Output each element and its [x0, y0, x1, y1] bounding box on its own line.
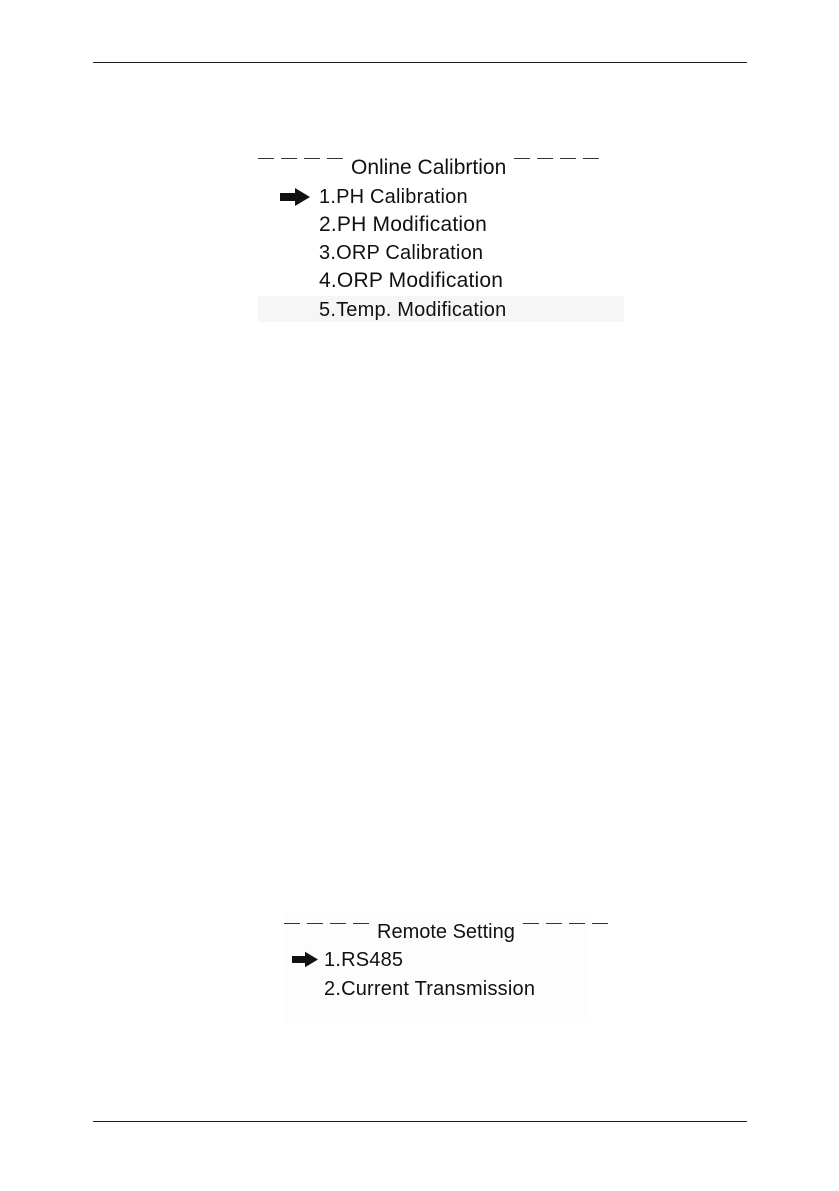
title-dash: [514, 158, 530, 159]
title-dash: [258, 158, 274, 159]
remote-menu-title: Remote Setting: [377, 921, 515, 943]
title-dash: [569, 923, 585, 924]
menu-item-ph-modification[interactable]: 2.PH Modification: [319, 213, 487, 236]
remote-setting-menu: [284, 914, 590, 1022]
footer-rule: [93, 1121, 747, 1122]
arrow-right-icon: [280, 188, 310, 206]
menu-title: [258, 157, 599, 178]
title-dash: [560, 158, 576, 159]
calibration-menu-title: Online Calibrtion: [351, 156, 507, 179]
title-dash: [523, 923, 539, 924]
title-dash: [592, 923, 608, 924]
menu-item-current-transmission[interactable]: 2.Current Transmission: [324, 978, 536, 1000]
title-dash: [546, 923, 562, 924]
menu-item-rs485[interactable]: 1.RS485: [324, 949, 404, 971]
title-dash: [307, 923, 323, 924]
menu-item-orp-modification[interactable]: 4.ORP Modification: [319, 269, 504, 292]
title-dash: [330, 923, 346, 924]
header-rule: [93, 62, 747, 63]
title-dash: [353, 923, 369, 924]
title-dash: [583, 158, 599, 159]
menu-item-temp-modification[interactable]: 5.Temp. Modification: [258, 296, 624, 322]
title-dash: [327, 158, 343, 159]
menu-item-orp-calibration[interactable]: 3.ORP Calibration: [319, 242, 484, 264]
menu-title: [284, 922, 608, 942]
title-dash: [304, 158, 320, 159]
title-dash: [537, 158, 553, 159]
menu-item-ph-calibration[interactable]: 1.PH Calibration: [319, 186, 468, 208]
arrow-right-icon: [292, 951, 318, 968]
title-dash: [284, 923, 300, 924]
title-dash: [281, 158, 297, 159]
online-calibration-menu: [258, 150, 624, 322]
